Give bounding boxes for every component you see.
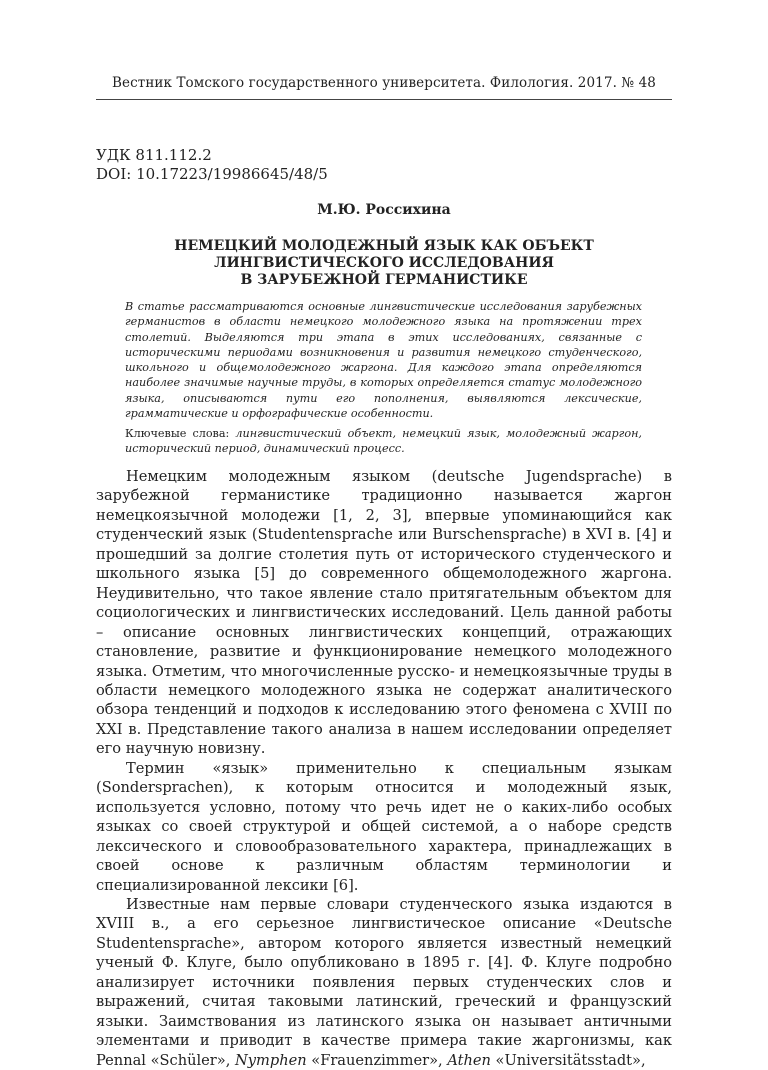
paragraph-3-text-end: «Universitätsstadt»,	[490, 1051, 646, 1069]
header-rule	[96, 99, 672, 100]
paragraph-3-text-mid: «Frauenzimmer»,	[306, 1051, 448, 1069]
paragraph-3-text-start: Известные нам первые словари студенческого языка издаются в XVIII в., а его серьезное лингвистическое описание «Deutsche Studentensprache», автором которого является известный немецкий ученый Ф. Клуге, было опубликовано в 1895 г. [4]. Ф. Клуге подробно анализирует источники появления первых студенческих слов и выражений, считая таковыми латинский, греческий и французский языки. Заимствования из латинского языка он называет античными элементами и приводит в качестве примера такие жаргонизмы, как Pennal «Schüler»,	[96, 895, 672, 1069]
term-nymphen: Nymphen	[235, 1051, 307, 1069]
doi: DOI: 10.17223/19986645/48/5	[96, 165, 328, 183]
udk-code: УДК 811.112.2	[96, 146, 212, 164]
title-line-2: ЛИНГВИСТИЧЕСКОГО ИССЛЕДОВАНИЯ	[214, 255, 554, 271]
article-body	[96, 467, 672, 1070]
paragraph-3	[96, 895, 672, 1070]
abstract: В статье рассматриваются основные лингвистические исследования зарубежных германистов в области немецкого молодежного языка на протяжении трех столетий. Выделяются три этапа в этих исследованиях, связанные с историческими периодами возникновения и развития немецкого студенческого, школьного и общемолодежного жаргона. Для каждого этапа определяются наиболее значимые научные труды, в которых определяется статус молодежного языка, описываются пути его пополнения, выявляются лексические, грамматические и орфографические особенности.	[125, 300, 642, 421]
article-title	[96, 238, 672, 289]
title-line-1: НЕМЕЦКИЙ МОЛОДЕЖНЫЙ ЯЗЫК КАК ОБЪЕКТ	[174, 238, 594, 254]
title-line-3: В ЗАРУБЕЖНОЙ ГЕРМАНИСТИКЕ	[240, 272, 528, 288]
keywords	[125, 426, 642, 457]
keywords-label: Ключевые слова:	[125, 427, 230, 440]
paragraph-1: Немецким молодежным языком (deutsche Jugendsprache) в зарубежной германистике традиционно называется жаргон немецкоязычной молодежи [1, 2, 3], впервые упоминающийся как студенческий язык (Studentensprache или Burschensprache) в XVI в. [4] и прошедший за долгие столетия путь от исторического студенческого и школьного языка [5] до современного общемолодежного жаргона. Неудивительно, что такое явление стало притягательным объектом для социологических и лингвистических исследований. Цель данной работы – описание основных лингвистических концепций, отражающих становление, развитие и функционирование немецкого молодежного языка. Отметим, что многочисленные русско- и немецкоязычные труды в области немецкого молодежного языка не содержат аналитического обзора тенденций и подходов к исследованию этого феномена с XVIII по XXI в. Представление такого анализа в нашем исследовании определяет его научную новизну.	[96, 468, 672, 758]
term-athen: Athen	[447, 1051, 491, 1069]
running-head: Вестник Томского государственного университета. Филология. 2017. № 48	[111, 75, 656, 91]
keywords-text: лингвистический объект, немецкий язык, молодежный жаргон, исторический период, динамический процесс.	[125, 427, 642, 456]
paragraph-2: Термин «язык» применительно к специальным языкам (Sondersprachen), к которым относится и молодежный язык, используется условно, потому что речь идет не о каких-либо особых языках со своей структурой и общей системой, а о наборе средств лексического и словообразовательного характера, принадлежащих в своей основе к различным областям терминологии и специализированной лексики [6].	[96, 759, 672, 894]
author-name: М.Ю. Россихина	[317, 202, 451, 218]
